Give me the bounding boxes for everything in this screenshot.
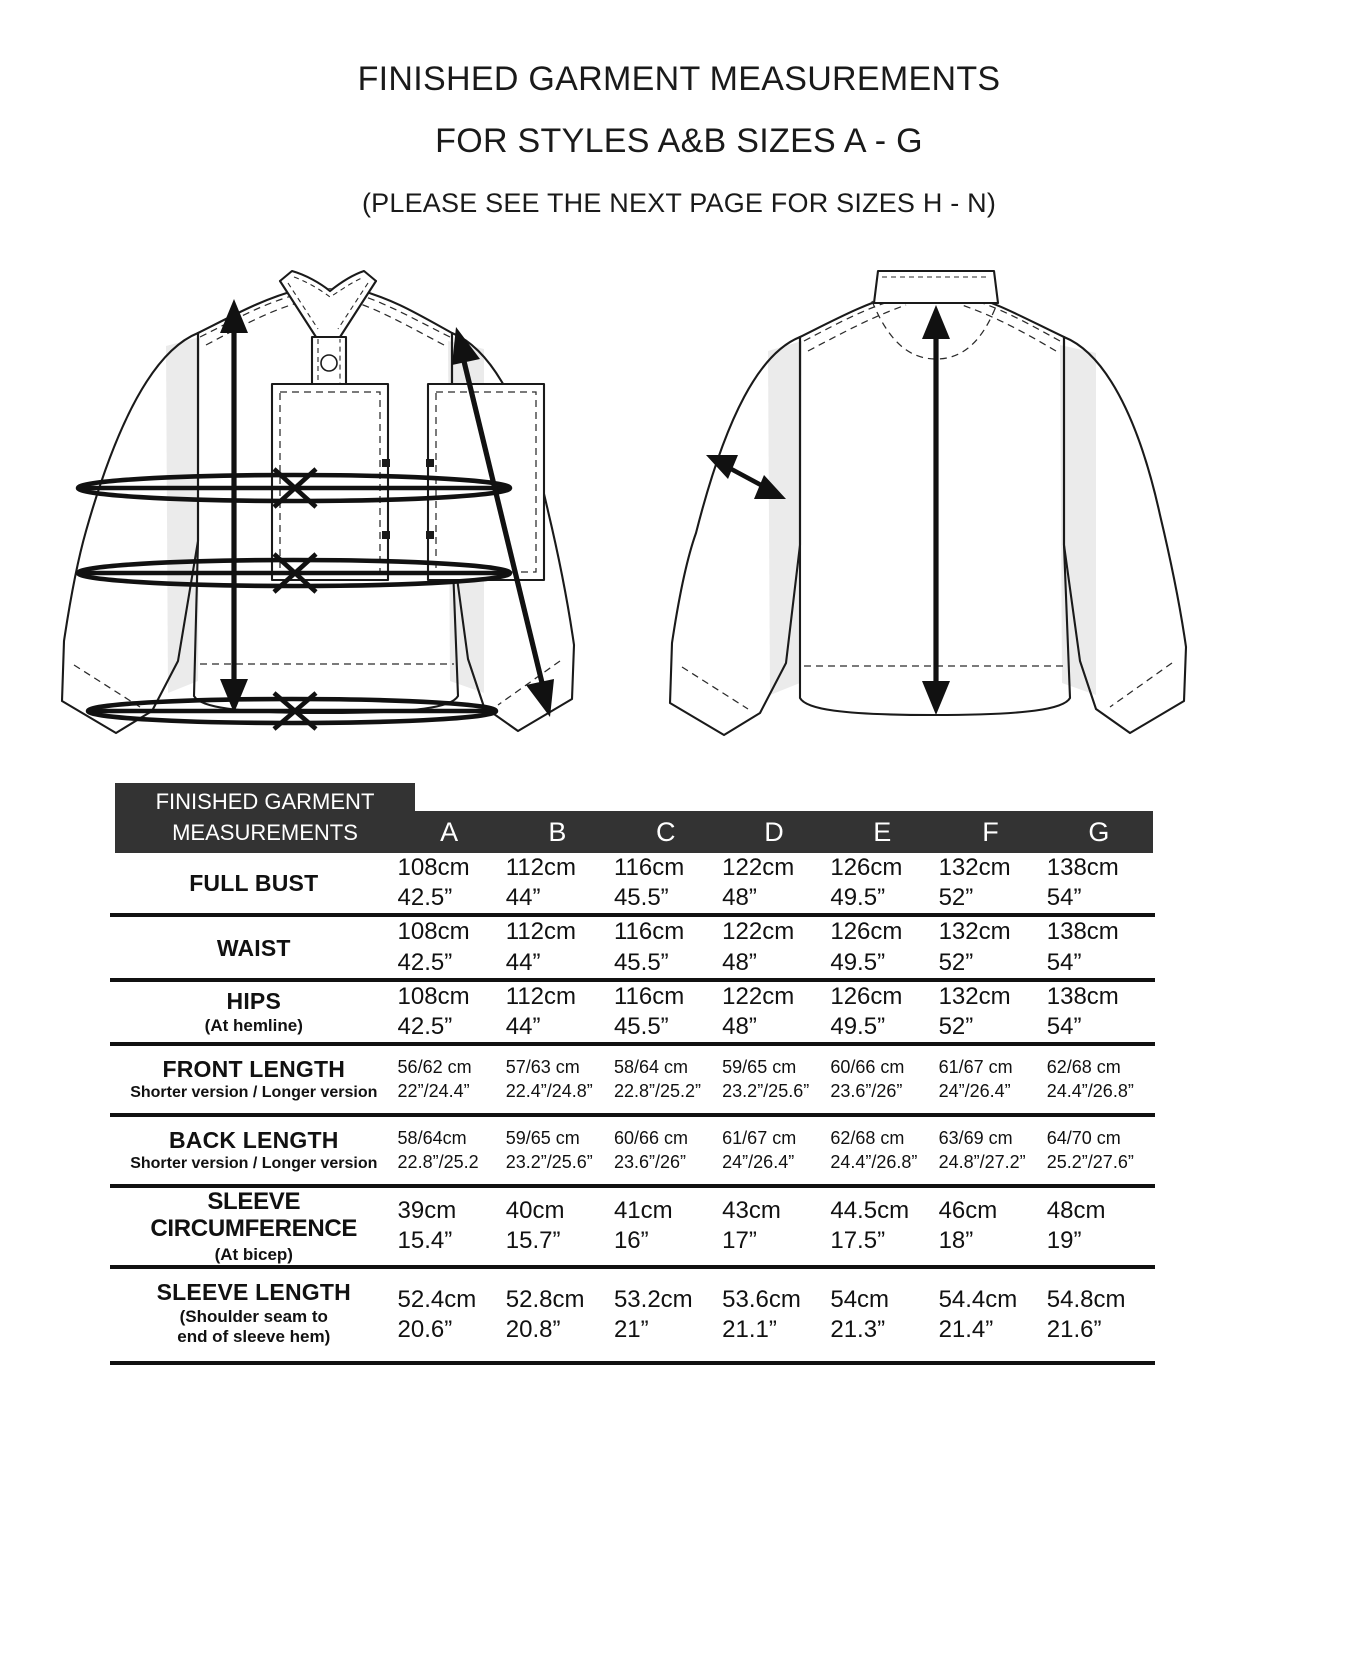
finished-garment-measurements-table <box>110 853 1155 1365</box>
value-cm: 63/69 cm <box>938 1128 1013 1149</box>
value-cm: 61/67 cm <box>938 1057 1013 1078</box>
value-cm: 108cm <box>397 918 470 946</box>
row-label-sub: Shorter version / Longer version <box>130 1084 378 1102</box>
cell-back-length-a <box>398 1115 506 1186</box>
row-label-hips <box>110 980 398 1044</box>
value-inch: 21.3” <box>830 1315 886 1343</box>
cell-sleeve-length-e <box>830 1267 938 1363</box>
cell-sleeve-circumference-b <box>506 1186 614 1267</box>
cell-full-bust-a <box>398 853 506 915</box>
cell-front-length-f <box>939 1044 1047 1115</box>
value-inch: 52” <box>938 884 974 912</box>
value-cm: 54.4cm <box>938 1285 1018 1313</box>
row-label-main: HIPS <box>226 988 282 1015</box>
row-label-waist <box>110 915 398 979</box>
cell-waist-e <box>830 915 938 979</box>
size-header-b: B <box>548 817 567 847</box>
garment-front-technical-flat <box>48 241 608 761</box>
value-inch: 48” <box>722 948 757 976</box>
value-cm: 43cm <box>722 1197 781 1225</box>
size-column-headers <box>395 811 1153 853</box>
cell-waist-g <box>1047 915 1155 979</box>
value-inch: 49.5” <box>830 1013 886 1041</box>
cell-hips-d <box>722 980 830 1044</box>
table-header-title <box>115 783 415 853</box>
cell-waist-a <box>398 915 506 979</box>
value-cm: 61/67 cm <box>722 1128 797 1149</box>
value-cm: 116cm <box>613 918 685 946</box>
value-cm: 58/64cm <box>397 1128 467 1149</box>
value-inch: 45.5” <box>613 948 669 976</box>
cell-sleeve-length-a <box>398 1267 506 1363</box>
technical-flat-illustrations <box>0 241 1358 771</box>
value-inch: 24.4”/26.8” <box>1046 1080 1134 1101</box>
value-cm: 53.2cm <box>613 1285 693 1313</box>
value-inch: 42.5” <box>397 884 453 912</box>
page-title-line-1: FINISHED GARMENT MEASUREMENTS <box>357 60 1001 98</box>
cell-sleeve-circumference-c <box>614 1186 722 1267</box>
cell-sleeve-length-f <box>939 1267 1047 1363</box>
value-inch: 23.2”/25.6” <box>505 1151 593 1172</box>
value-inch: 21.4” <box>938 1315 994 1343</box>
value-cm: 64/70 cm <box>1046 1128 1121 1149</box>
cell-sleeve-length-c <box>614 1267 722 1363</box>
value-inch: 21.1” <box>722 1315 777 1343</box>
value-cm: 138cm <box>1046 854 1119 881</box>
value-cm: 52.4cm <box>397 1285 477 1313</box>
value-cm: 138cm <box>1046 982 1119 1010</box>
value-inch: 25.2”/27.6” <box>1046 1151 1134 1172</box>
cell-sleeve-length-b <box>506 1267 614 1363</box>
cell-full-bust-g <box>1047 853 1155 915</box>
cell-hips-c <box>614 980 722 1044</box>
value-inch: 23.6”/26” <box>613 1151 686 1172</box>
value-cm: 59/65 cm <box>722 1057 797 1078</box>
table-row <box>110 1115 1155 1186</box>
value-inch: 49.5” <box>830 948 886 976</box>
cell-back-length-b <box>506 1115 614 1186</box>
row-label-sub: (At hemline) <box>204 1016 303 1036</box>
cell-sleeve-circumference-f <box>939 1186 1047 1267</box>
value-inch: 44” <box>505 948 541 976</box>
cell-hips-g <box>1047 980 1155 1044</box>
value-cm: 59/65 cm <box>505 1128 580 1149</box>
value-cm: 54.8cm <box>1046 1285 1126 1313</box>
value-inch: 22.4”/24.8” <box>505 1080 593 1101</box>
garment-back-technical-flat <box>640 241 1260 761</box>
value-inch: 44” <box>505 1013 541 1041</box>
cell-front-length-a <box>398 1044 506 1115</box>
value-cm: 116cm <box>613 854 685 881</box>
row-label-main: FULL BUST <box>189 870 319 897</box>
row-label-sleeve-circumference <box>110 1186 398 1267</box>
value-inch: 44” <box>505 884 541 912</box>
value-cm: 54cm <box>830 1285 890 1313</box>
value-inch: 54” <box>1046 884 1082 912</box>
value-cm: 62/68 cm <box>1046 1057 1121 1078</box>
value-cm: 62/68 cm <box>830 1128 905 1149</box>
size-header-f: F <box>982 817 999 847</box>
table-row <box>110 915 1155 979</box>
cell-sleeve-circumference-a <box>398 1186 506 1267</box>
page-title-line-2: FOR STYLES A&B SIZES A - G <box>435 122 923 160</box>
value-inch: 23.2”/25.6” <box>722 1080 810 1101</box>
value-cm: 40cm <box>505 1197 565 1225</box>
value-inch: 42.5” <box>397 948 453 976</box>
value-inch: 20.6” <box>397 1315 453 1343</box>
row-label-sub: (Shoulder seam to <box>179 1306 328 1326</box>
cell-full-bust-c <box>614 853 722 915</box>
value-inch: 19” <box>1046 1227 1082 1255</box>
row-label-sub: (At bicep) <box>214 1244 293 1264</box>
value-cm: 60/66 cm <box>613 1128 688 1149</box>
value-inch: 24”/26.4” <box>938 1080 1011 1101</box>
value-cm: 48cm <box>1046 1197 1106 1225</box>
value-cm: 52.8cm <box>505 1285 585 1313</box>
row-label-front-length <box>110 1044 398 1115</box>
cell-front-length-g <box>1047 1044 1155 1115</box>
value-inch: 42.5” <box>397 1013 453 1041</box>
cell-full-bust-d <box>722 853 830 915</box>
value-cm: 46cm <box>938 1197 998 1225</box>
cell-front-length-d <box>722 1044 830 1115</box>
size-header-g: G <box>1088 817 1110 847</box>
value-cm: 132cm <box>938 982 1011 1010</box>
value-inch: 20.8” <box>505 1315 561 1343</box>
cell-sleeve-circumference-e <box>830 1186 938 1267</box>
value-cm: 57/63 cm <box>505 1057 580 1078</box>
value-inch: 48” <box>722 1013 757 1041</box>
value-cm: 132cm <box>938 854 1011 881</box>
value-inch: 24.4”/26.8” <box>830 1151 918 1172</box>
value-inch: 54” <box>1046 1013 1082 1041</box>
row-label-full-bust <box>110 853 398 915</box>
value-cm: 44.5cm <box>830 1197 910 1225</box>
row-label-sleeve-length <box>110 1267 398 1363</box>
row-label-sub: end of sleeve hem) <box>177 1327 331 1346</box>
table-row <box>110 1186 1155 1267</box>
value-cm: 126cm <box>830 918 903 946</box>
page-title-note: (PLEASE SEE THE NEXT PAGE FOR SIZES H - N) <box>361 188 997 218</box>
row-label-main: SLEEVE LENGTH <box>156 1278 351 1305</box>
value-cm: 53.6cm <box>722 1285 801 1313</box>
cell-full-bust-f <box>939 853 1047 915</box>
value-inch: 52” <box>938 1013 974 1041</box>
value-inch: 45.5” <box>613 884 669 912</box>
cell-sleeve-circumference-d <box>722 1186 830 1267</box>
value-inch: 22.8”/25.2” <box>613 1080 702 1101</box>
value-cm: 112cm <box>505 982 577 1010</box>
cell-hips-a <box>398 980 506 1044</box>
value-inch: 17.5” <box>830 1227 886 1255</box>
cell-full-bust-b <box>506 853 614 915</box>
value-inch: 17” <box>722 1227 757 1255</box>
cell-waist-b <box>506 915 614 979</box>
value-inch: 21” <box>613 1315 649 1343</box>
cell-front-length-b <box>506 1044 614 1115</box>
table-row <box>110 980 1155 1044</box>
value-cm: 122cm <box>722 918 795 946</box>
value-inch: 21.6” <box>1046 1315 1102 1343</box>
table-header-title-line-2: MEASUREMENTS <box>172 820 358 845</box>
value-cm: 122cm <box>722 854 795 881</box>
row-label-main: FRONT LENGTH <box>162 1056 346 1083</box>
value-inch: 16” <box>613 1227 649 1255</box>
value-cm: 39cm <box>397 1197 457 1225</box>
cell-back-length-f <box>939 1115 1047 1186</box>
row-label-main: BACK LENGTH <box>168 1127 339 1154</box>
value-inch: 15.7” <box>505 1227 561 1255</box>
size-header-d: D <box>764 817 784 847</box>
cell-back-length-d <box>722 1115 830 1186</box>
value-inch: 48” <box>722 884 757 912</box>
cell-front-length-c <box>614 1044 722 1115</box>
page-title-block <box>0 0 1358 219</box>
row-label-main: WAIST <box>216 934 291 961</box>
row-label-sub: Shorter version / Longer version <box>130 1155 378 1173</box>
back-length-arrow <box>922 305 950 715</box>
value-cm: 112cm <box>505 854 577 881</box>
value-cm: 116cm <box>613 982 685 1010</box>
cell-back-length-c <box>614 1115 722 1186</box>
table-row <box>110 1267 1155 1363</box>
row-label-main: SLEEVE CIRCUMFERENCE <box>150 1187 358 1243</box>
cell-hips-f <box>939 980 1047 1044</box>
value-cm: 108cm <box>397 854 470 881</box>
cell-waist-f <box>939 915 1047 979</box>
front-length-arrow <box>220 299 248 713</box>
value-inch: 15.4” <box>397 1227 453 1255</box>
cell-hips-e <box>830 980 938 1044</box>
value-inch: 24”/26.4” <box>722 1151 795 1172</box>
hips-hemline-arrow <box>88 693 496 729</box>
table-row <box>110 853 1155 915</box>
value-inch: 52” <box>938 948 974 976</box>
value-cm: 126cm <box>830 854 903 881</box>
value-inch: 23.6”/26” <box>830 1080 903 1101</box>
cell-waist-c <box>614 915 722 979</box>
size-header-c: C <box>655 817 676 847</box>
cell-front-length-e <box>830 1044 938 1115</box>
value-cm: 58/64 cm <box>613 1057 688 1078</box>
value-cm: 112cm <box>505 918 577 946</box>
cell-back-length-e <box>830 1115 938 1186</box>
value-cm: 132cm <box>938 918 1011 946</box>
value-cm: 108cm <box>397 982 470 1010</box>
value-inch: 45.5” <box>613 1013 669 1041</box>
cell-waist-d <box>722 915 830 979</box>
cell-sleeve-length-d <box>722 1267 830 1363</box>
value-cm: 60/66 cm <box>830 1057 905 1078</box>
value-inch: 24.8”/27.2” <box>938 1151 1026 1172</box>
value-inch: 54” <box>1046 948 1082 976</box>
table-row <box>110 1044 1155 1115</box>
value-cm: 126cm <box>830 982 903 1010</box>
cell-sleeve-length-g <box>1047 1267 1155 1363</box>
row-label-back-length <box>110 1115 398 1186</box>
cell-sleeve-circumference-g <box>1047 1186 1155 1267</box>
size-header-a: A <box>440 817 459 847</box>
value-inch: 22”/24.4” <box>397 1080 470 1101</box>
value-cm: 122cm <box>722 982 795 1010</box>
value-inch: 22.8”/25.2 <box>397 1151 479 1172</box>
table-header-title-line-1: FINISHED GARMENT <box>155 789 375 814</box>
value-inch: 49.5” <box>830 884 886 912</box>
value-cm: 41cm <box>613 1197 673 1225</box>
cell-full-bust-e <box>830 853 938 915</box>
value-cm: 138cm <box>1046 918 1119 946</box>
value-inch: 18” <box>938 1227 974 1255</box>
cell-back-length-g <box>1047 1115 1155 1186</box>
size-header-e: E <box>873 817 892 847</box>
cell-hips-b <box>506 980 614 1044</box>
value-cm: 56/62 cm <box>397 1057 472 1078</box>
